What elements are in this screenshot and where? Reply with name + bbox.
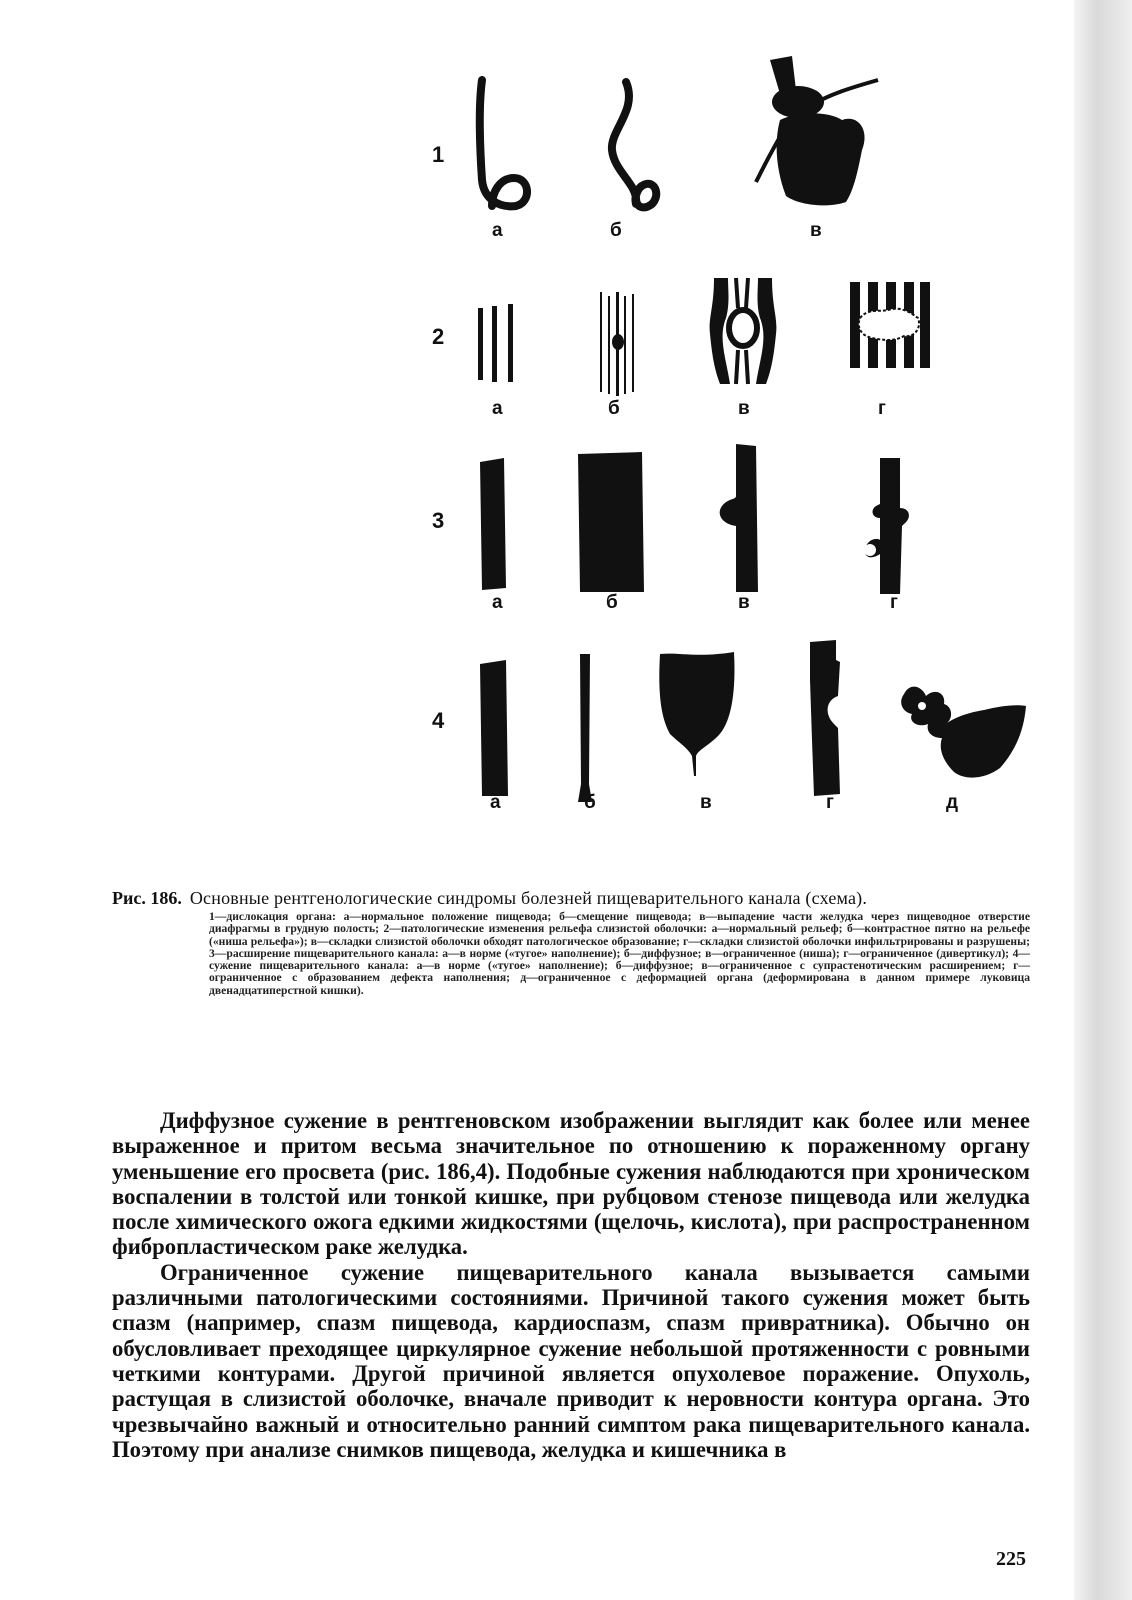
shape-3b-diffuse-dilation — [576, 452, 646, 594]
shape-4a-normal-filling — [478, 660, 510, 798]
label-2d: г — [878, 398, 886, 419]
label-1c: в — [810, 220, 822, 241]
page-edge-shadow — [1074, 0, 1132, 1600]
label-3c: в — [738, 592, 750, 613]
shape-1b-displaced-esophagus — [590, 70, 670, 220]
figure-186 — [420, 40, 1060, 840]
label-4e: д — [946, 792, 959, 813]
paragraph-1: Диффузное сужение в рентгеновском изображении выглядит как более или менее выраженное и притом весьма значительное по отношению к пораженному органу уменьшение его просвета (рис. 186,4). Подобные сужения наблюдаются при хроническом воспалении в толстой или тонкой кишке, при рубцовом стенозе пищевода или желудка после химического ожога едкими жидкостями (щелочь, кислота), при распространенном фибропластическом раке желудка. — [112, 1108, 1030, 1260]
row-number-2: 2 — [432, 324, 445, 349]
shape-1c-hiatal-hernia — [750, 50, 900, 230]
row-number-3: 3 — [432, 508, 445, 533]
shape-2b-relief-niche — [596, 290, 646, 400]
label-2b: б — [608, 398, 620, 419]
paragraph-2: Ограниченное сужение пищеварительного канала вызывается самыми различными патологическими состояниями. Причиной такого сужения может быть спазм (например, спазм пищевода, кардиоспазм, спазм привратника). Обычно он обусловливает преходящее циркулярное сужение небольшой протяженности с ровными четкими контурами. Другой причиной является опухолевое поражение. Опухоль, растущая в слизистой оболочке, вначале приводит к неровности контура органа. Это чрезвычайно важный и относительно ранний симптом рака пищеварительного канала. Поэтому при анализе снимков пищевода, желудка и кишечника в — [112, 1259, 1030, 1462]
label-3a: а — [492, 592, 503, 613]
shape-4c-suprastenotic-dilation — [658, 650, 738, 776]
label-1a: а — [492, 220, 503, 241]
row-number-1: 1 — [432, 142, 445, 167]
label-4c: в — [700, 792, 712, 813]
shape-3a-normal-filling — [478, 458, 508, 592]
label-2c: в — [738, 398, 750, 419]
label-4d: г — [826, 792, 834, 813]
shape-2d-infiltrated-folds — [848, 282, 932, 372]
caption-heading — [112, 888, 1030, 909]
shape-4e-deformed-bulb — [898, 676, 1028, 786]
shape-3d-diverticulum — [862, 458, 912, 598]
label-2a: а — [492, 398, 503, 419]
page-number: 225 — [996, 1548, 1026, 1570]
label-4b: б — [584, 792, 596, 813]
caption-label: Рис. 186. — [112, 888, 182, 908]
caption-title: Основные рентгенологические синдромы болезней пищеварительного канала (схема). — [189, 888, 868, 908]
label-3b: б — [606, 592, 618, 613]
shape-1a-normal-esophagus — [460, 70, 540, 220]
label-3d: г — [890, 592, 898, 613]
label-1b: б — [610, 220, 622, 241]
shape-4b-diffuse-narrowing — [576, 654, 596, 804]
shape-4d-filling-defect — [808, 640, 858, 800]
caption-legend-text: 1—дислокация органа: а—нормальное положение пищевода; б—смещение пищевода; в—выпадение части желудка через пищеводное отверстие диафрагмы в грудную полость; 2—патологические изменения рельефа слизистой оболочки: а—нормальный рельеф; б—контрастное пятно на рельефе («ниша рельефа»); в—складки слизистой оболочки обходят патологическое образование; г—складки слизистой оболочки инфильтрированы и разрушены; 3—расширение пищеварительного канала: а—в норме («тугое» наполнение); б—диффузное; в—ограниченное (ниша); г—ограниченное (дивертикул); 4—сужение пищеварительного канала: а—в норме («тугое» наполнение); б—диффузное; в—ограниченное с супрастенотическим расширением; г—ограниченное с образованием дефекта наполнения; д—ограниченное с деформацией органа (деформирована в данном примере луковица двенадцатиперстной кишки). — [209, 910, 1030, 997]
shape-3c-niche — [716, 444, 766, 594]
label-4a: а — [490, 792, 501, 813]
shape-2a-normal-relief — [472, 302, 522, 392]
body-text — [112, 1108, 1030, 1462]
shape-2c-folds-bypass-formation — [708, 278, 778, 388]
figure-caption — [112, 888, 1030, 997]
row-number-4: 4 — [432, 708, 445, 733]
